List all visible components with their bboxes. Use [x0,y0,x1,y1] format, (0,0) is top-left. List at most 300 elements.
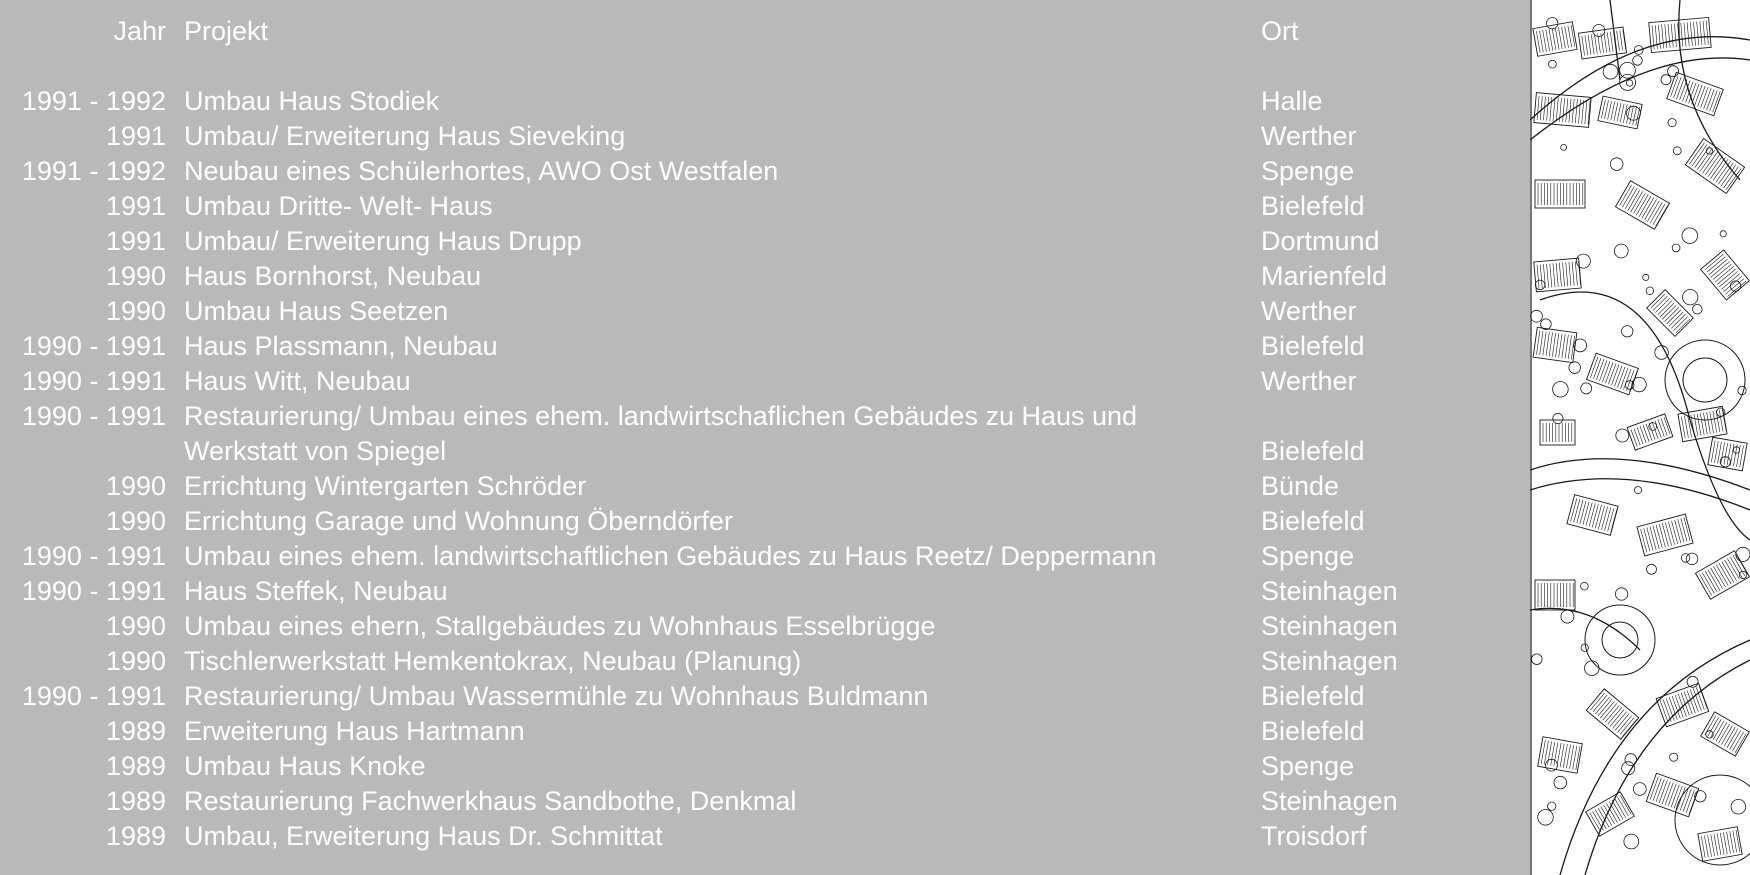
project-name: Haus Plassmann, Neubau [184,331,498,361]
plan-hatch-line [1695,146,1710,167]
plan-hatch-line [1617,31,1620,51]
plan-hatch-line [1620,368,1628,389]
plan-hatch-line [1594,34,1597,54]
plan-hatch-line [1697,21,1699,45]
plan-tree [1625,754,1637,766]
plan-hatch-line [1711,568,1723,589]
plan-tree [1614,244,1628,258]
plan-hatch-line [1722,562,1734,583]
project-name: Errichtung Wintergarten Schröder [184,471,587,501]
plan-hatch-line [1608,364,1616,385]
plan-tree [1738,386,1746,394]
plan-tree [1616,429,1629,442]
project-place: Spenge [1261,751,1355,781]
plan-tree [1554,776,1567,789]
project-row [0,574,1530,609]
plan-hatch-line [1700,21,1702,45]
plan-hatch-line [1562,27,1566,49]
plan-hatch-line [1563,98,1565,122]
plan-tree [1661,75,1671,85]
plan-tree [1668,66,1679,77]
project-year: 1990 - 1991 [21,576,166,606]
plan-hatch-line [1727,832,1731,854]
plan-hatch-line [1711,834,1715,856]
plan-hatch-line [1605,100,1609,119]
plan-hatch-line [1708,570,1720,591]
project-year: 1989 [105,751,166,781]
plan-tree [1561,144,1567,150]
plan-hatch-line [1705,254,1723,269]
plan-tree [1532,654,1543,665]
plan-tree [1615,588,1627,600]
plan-hatch-line [1560,744,1564,768]
plan-hatch-line [1595,697,1609,714]
plan-hatch-line [1566,745,1570,769]
plan-hatch-line [1591,34,1594,54]
plan-hatch-line [1559,334,1562,358]
plan-hatch-line [1713,411,1717,433]
plan-hatch-line [1718,163,1733,184]
plan-hatch-line [1698,86,1706,107]
plan-hatch-line [1692,145,1707,166]
header-place: Ort [1261,16,1299,46]
plan-hatch-line [1550,264,1552,288]
plan-hatch-line [1642,198,1654,219]
project-place: Werther [1261,121,1357,151]
project-row [0,749,1530,784]
plan-hatch-line [1713,264,1731,279]
project-row [0,189,1530,224]
plan-hatch-line [1649,423,1655,440]
plan-hatch-line [1674,23,1676,47]
plan-tree [1686,553,1698,565]
plan-hatch-line [1540,264,1542,288]
plan-hatch-line [1658,25,1660,49]
plan-tree [1682,228,1698,244]
project-year: 1990 - 1991 [21,331,166,361]
site-plan-drawing [1530,0,1750,875]
site-plan-image [1530,0,1750,875]
plan-hatch-line [1703,413,1707,435]
plan-hatch-line [1671,76,1679,97]
plan-hatch-line [1569,262,1571,286]
plan-road-line [1530,459,1750,490]
plan-hatch-line [1666,698,1674,721]
plan-hatch-line [1566,262,1568,286]
plan-hatch-line [1678,519,1684,542]
plan-tree [1624,834,1639,849]
plan-hatch-line [1689,791,1697,814]
project-row [0,119,1530,154]
plan-hatch-line [1659,780,1667,803]
project-place: Bielefeld [1261,191,1365,221]
plan-hatch-line [1715,267,1733,282]
project-year: 1990 [105,261,166,291]
plan-tree [1668,119,1676,127]
project-place: Bielefeld [1261,681,1365,711]
project-place: Bünde [1261,471,1340,501]
plan-hatch-line [1668,784,1676,807]
project-row [0,679,1530,714]
plan-hatch-line [1547,97,1549,121]
plan-hatch-line [1684,23,1686,47]
plan-hatch-line [1552,28,1556,50]
plan-hatch-line [1716,565,1728,586]
project-year: 1991 - 1992 [21,156,166,186]
plan-building [1701,250,1750,300]
plan-hatch-line [1593,695,1607,712]
plan-hatch-line [1573,746,1577,770]
plan-cul-de-sac [1602,622,1638,658]
plan-hatch-line [1559,263,1561,287]
plan-tree [1553,413,1563,423]
project-place: Bielefeld [1261,506,1365,536]
project-year: 1990 [105,296,166,326]
plan-hatch-line [1588,35,1591,55]
plan-hatch-line [1720,833,1724,855]
plan-hatch-line [1546,29,1550,51]
plan-hatch-line [1662,25,1664,49]
plan-building [1627,414,1673,450]
plan-hatch-line [1572,262,1574,286]
plan-tree [1585,661,1600,676]
plan-hatch-line [1639,196,1651,217]
plan-hatch-line [1575,261,1577,285]
plan-hatch-line [1711,262,1729,277]
plan-hatch-line [1671,24,1673,48]
project-name: Umbau eines ehem. landwirtschaftlichen Gebäudes zu Haus Reetz/ Deppermann [184,541,1157,571]
plan-hatch-line [1620,185,1632,206]
plan-hatch-line [1575,99,1577,123]
plan-hatch-line [1680,79,1688,100]
plan-tree [1531,310,1543,322]
plan-building [1647,290,1694,337]
project-name: Umbau Haus Seetzen [184,296,449,326]
plan-hatch-line [1592,504,1598,527]
plan-tree [1538,810,1554,826]
plan-hatch-line [1641,529,1647,552]
plan-hatch-line [1719,563,1731,584]
plan-hatch-line [1571,25,1575,47]
plan-building [1535,180,1585,208]
plan-tree [1706,731,1713,738]
plan-tree [1646,287,1654,295]
plan-building [1535,580,1575,610]
plan-hatch-line [1723,832,1727,854]
project-name: Haus Witt, Neubau [184,366,411,396]
plan-hatch-line [1557,743,1561,767]
plan-hatch-line [1658,420,1664,437]
project-place: Steinhagen [1261,576,1398,606]
plan-hatch-line [1709,259,1727,274]
plan-hatch-line [1602,361,1610,382]
plan-hatch-line [1608,707,1622,724]
plan-hatch-line [1708,835,1712,857]
plan-hatch-line [1590,357,1598,378]
plan-tree [1626,80,1632,86]
plan-hatch-line [1625,188,1637,209]
project-row [0,469,1530,504]
plan-hatch-line [1656,525,1662,548]
plan-building [1701,712,1750,756]
project-name: Neubau eines Schülerhortes, AWO Ost Westfalen [184,156,779,186]
project-row [0,609,1530,644]
plan-hatch-line [1695,85,1703,106]
project-place: Werther [1261,296,1357,326]
plan-tree [1643,274,1649,280]
plan-hatch-line [1585,100,1587,124]
plan-cul-de-sac [1683,358,1727,402]
plan-building-outline [1535,180,1585,208]
plan-tree [1731,799,1746,814]
plan-hatch-line [1668,522,1674,545]
plan-hatch-line [1582,36,1585,56]
plan-hatch-line [1571,498,1577,521]
project-row [0,714,1530,749]
plan-hatch-line [1665,783,1673,806]
project-row [0,329,1530,364]
plan-tree [1569,362,1581,374]
plan-hatch-line [1700,574,1712,595]
plan-tree [1603,64,1618,79]
plan-hatch-line [1599,360,1607,381]
plan-hatch-line [1644,528,1650,551]
plan-hatch-line [1553,263,1555,287]
plan-hatch-line [1556,263,1558,287]
project-year: 1990 - 1991 [21,401,166,431]
plan-building [1708,437,1747,471]
plan-building [1534,258,1581,292]
project-place: Bielefeld [1261,331,1365,361]
plan-hatch-line [1603,703,1617,720]
plan-hatch-line [1617,103,1621,122]
plan-hatch-line [1714,441,1718,463]
plan-hatch-line [1589,503,1595,526]
plan-hatch-line [1611,365,1619,386]
plan-tree [1610,158,1623,171]
plan-hatch-line [1586,503,1592,526]
plan-hatch-line [1733,831,1737,853]
project-name: Restaurierung/ Umbau Wassermühle zu Wohnhaus Buldmann [184,681,929,711]
plan-hatch-line [1730,557,1742,578]
project-place: Werther [1261,366,1357,396]
plan-hatch-line [1574,499,1580,522]
plan-hatch-line [1578,100,1580,124]
plan-building [1698,827,1742,862]
project-year: 1990 [105,506,166,536]
plan-hatch-line [1724,443,1728,465]
project-row [0,154,1530,189]
plan-hatch-line [1605,705,1619,722]
plan-hatch-line [1674,77,1682,98]
plan-hatch-line [1702,573,1714,594]
plan-hatch-line [1580,501,1586,524]
project-year: 1990 - 1991 [21,541,166,571]
plan-tree [1561,610,1574,623]
plan-hatch-line [1651,294,1665,308]
plan-hatch-line [1593,358,1601,379]
plan-hatch-line [1668,24,1670,48]
project-year: 1990 - 1991 [21,366,166,396]
plan-building [1696,551,1750,599]
plan-hatch-line [1703,152,1718,173]
plan-hatch-line [1565,26,1569,48]
plan-hatch-line [1700,413,1704,435]
project-row [0,819,1530,854]
plan-hatch-line [1650,202,1662,223]
plan-hatch-line [1568,335,1571,359]
plan-hatch-line [1697,148,1712,169]
project-row [0,434,1530,469]
plan-tree [1736,547,1750,561]
plan-hatch-line [1710,412,1714,434]
plan-hatch-line [1633,193,1645,214]
plan-hatch-line [1590,693,1604,710]
plan-hatch-line [1565,335,1568,359]
project-name: Errichtung Garage und Wohnung Öberndörfer [184,506,733,536]
project-place: Halle [1261,86,1323,116]
plan-hatch-line [1543,332,1546,356]
plan-hatch-line [1607,32,1610,52]
plan-hatch-line [1608,508,1614,531]
plan-hatch-line [1549,29,1553,51]
plan-hatch-line [1536,331,1539,355]
project-name: Werkstatt von Spiegel [184,436,447,466]
plan-tree [1581,644,1588,651]
project-row [0,84,1530,119]
plan-hatch-line [1692,84,1700,105]
plan-hatch-line [1681,518,1687,541]
plan-hatch-line [1623,369,1631,390]
plan-hatch-line [1653,778,1661,801]
project-row [0,644,1530,679]
project-year: 1991 [105,121,166,151]
plan-tree [1633,56,1643,66]
plan-hatch-line [1677,787,1685,810]
plan-hatch-line [1650,527,1656,550]
header-row [0,14,1530,49]
plan-hatch-line [1725,560,1737,581]
plan-hatch-line [1672,521,1678,544]
project-place: Steinhagen [1261,786,1398,816]
plan-tree [1547,18,1558,29]
plan-building [1678,406,1727,441]
plan-hatch-line [1546,332,1549,356]
plan-hatch-line [1539,31,1543,53]
plan-building [1685,139,1744,194]
plan-tree [1693,304,1703,314]
plan-hatch-line [1620,104,1624,123]
plan-hatch-line [1710,157,1725,178]
header-project: Projekt [184,16,269,46]
plan-hatch-line [1645,199,1657,220]
project-row [0,504,1530,539]
plan-tree [1634,487,1641,494]
plan-hatch-line [1563,263,1565,287]
plan-hatch-line [1547,741,1551,765]
plan-tree [1683,290,1698,305]
header-year: Jahr [113,16,166,46]
plan-hatch-line [1540,331,1543,355]
project-year: 1989 [105,716,166,746]
plan-tree [1672,244,1680,252]
plan-hatch-line [1697,414,1701,436]
plan-hatch-line [1706,21,1708,45]
plan-hatch-line [1610,32,1613,52]
plan-hatch-line [1568,26,1572,48]
project-row [0,399,1530,434]
plan-hatch-line [1614,366,1622,387]
plan-building [1534,93,1591,128]
plan-building [1578,27,1626,59]
plan-hatch-line [1693,22,1695,46]
plan-tree [1535,280,1545,290]
plan-tree [1548,802,1556,810]
plan-hatch-line [1552,333,1555,357]
plan-hatch-line [1562,334,1565,358]
plan-building-outline [1701,250,1750,300]
plan-building-outline [1685,139,1744,194]
plan-hatch-line [1605,362,1613,383]
plan-hatch-line [1611,509,1617,532]
project-place: Spenge [1261,156,1355,186]
plan-hatch-line [1663,699,1671,722]
plan-hatch-line [1640,426,1646,443]
plan-hatch-line [1690,143,1705,164]
plan-tree [1541,319,1552,330]
plan-building [1533,327,1577,362]
plan-hatch-line [1577,500,1583,523]
project-name: Umbau/ Erweiterung Haus Drupp [184,226,582,256]
plan-hatch-line [1719,271,1737,286]
plan-hatch-line [1685,416,1689,438]
project-name: Restaurierung Fachwerkhaus Sandbothe, Denkmal [184,786,797,816]
plan-hatch-line [1608,101,1612,120]
plan-hatch-line [1555,28,1559,50]
plan-hatch-line [1701,87,1709,108]
plan-hatch-line [1595,505,1601,528]
plan-hatch-line [1558,27,1562,49]
plan-hatch-line [1617,367,1625,388]
plan-hatch-line [1598,699,1612,716]
plan-hatch-line [1662,523,1668,546]
project-place: Bielefeld [1261,716,1365,746]
plan-cul-de-sac [1585,605,1655,675]
plan-tree [1673,147,1681,155]
plan-hatch-line [1707,257,1725,272]
project-year: 1991 [105,226,166,256]
plan-hatch-line [1730,831,1734,853]
plan-hatch-line [1596,359,1604,380]
project-row [0,259,1530,294]
plan-road-line [1530,58,1750,140]
project-row [0,784,1530,819]
plan-building [1538,737,1583,773]
plan-hatch-line [1713,159,1728,180]
project-name: Restaurierung/ Umbau eines ehem. landwirtschaflichen Gebäudes zu Haus und [184,401,1138,431]
plan-hatch-line [1656,206,1668,227]
plan-hatch-line [1647,527,1653,550]
plan-hatch-line [1665,522,1671,545]
plan-building [1587,353,1639,395]
plan-building [1533,22,1577,57]
plan-hatch-line [1684,692,1692,715]
plan-hatch-line [1563,744,1567,768]
plan-hatch-line [1554,742,1558,766]
project-place: Steinhagen [1261,646,1398,676]
project-year: 1990 [105,471,166,501]
plan-hatch-line [1549,333,1552,357]
